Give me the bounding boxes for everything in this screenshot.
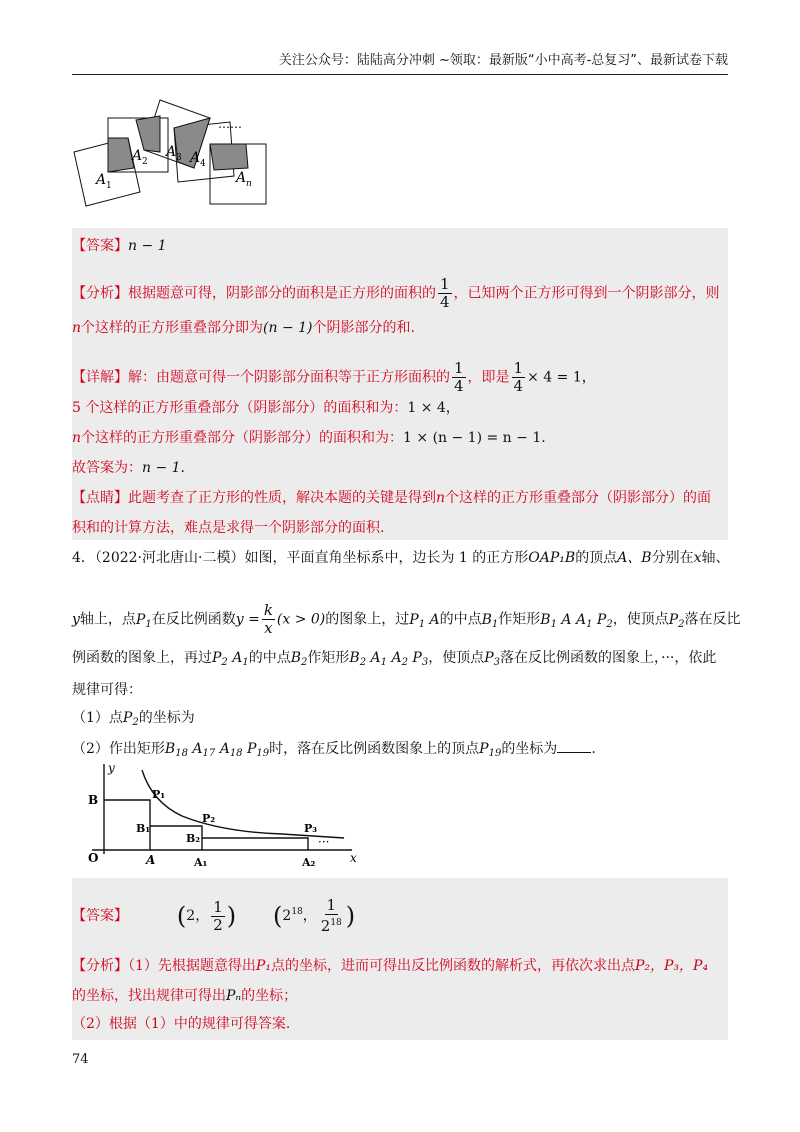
q4-analysis-line3: （2）根据（1）中的规律可得答案. (72, 1016, 291, 1032)
label-x: x (350, 851, 357, 865)
label-p2: P₂ (202, 812, 216, 825)
comment-tag: 【点睛】 (72, 490, 128, 506)
q4-analysis-line2: 的坐标，找出规律可得出Pₙ的坐标； (72, 988, 298, 1004)
label-o: O (88, 851, 99, 865)
rectangle-b2 (202, 838, 308, 850)
q4-line2: y轴上，点$P_1$在反比例函数y = $\frac{k}{x}$ (x > 0)的图象上，过$P_1$ A的中点$B_1$作矩形$B_1$ A $A_1$ $P_2$，使顶点$P_2$落在反比 (72, 601, 741, 637)
shaded-region-1 (108, 138, 134, 172)
q4-sub1: （1）点$P_2$的坐标为 (72, 710, 195, 728)
label-an-sub: n (246, 179, 252, 189)
q4-sub2: （2）作出矩形$B_{18}$ $A_{17}$ $A_{18}$ $P_{19}$时，落在反比例函数图象上的顶点$P_{19}$的坐标为 . (72, 738, 596, 764)
label-a4: A (190, 150, 201, 166)
label-a2: A₂ (302, 856, 316, 869)
q3-analysis-line2: n个这样的正方形重叠部分即为(n − 1)个阴影部分的和. (72, 320, 415, 336)
continuation-dots: …… (218, 117, 242, 131)
label-a1: A (96, 172, 107, 188)
q3-comment-line1: 【点睛】此题考查了正方形的性质，解决本题的关键是得到n个这样的正方形重叠部分（阴影部分）的面 (72, 490, 712, 506)
label-a1-sub: 1 (106, 181, 112, 191)
label-a3: A (166, 144, 177, 160)
page-header: 关注公众号：陆陆高分冲刺 ~领取：最新版“小中高考-总复习”、最新试卷下载 (72, 48, 728, 75)
label-b2: B₂ (186, 832, 201, 845)
label-a3-sub: 3 (176, 153, 182, 163)
label-a: A (146, 853, 156, 867)
answer-value: n − 1 (128, 238, 167, 254)
label-an: A (236, 170, 247, 186)
q4-line4: 规律可得： (72, 682, 142, 698)
label-b1: B₁ (136, 822, 151, 835)
q4-line3: 例函数的图象上，再过$P_2$ $A_1$的中点$B_2$作矩形$B_2$ $A_1$ $A_2$ $P_3$，使顶点$P_3$落在反比例函数的图象上，···，依此 (72, 650, 717, 668)
answer-tag: 【答案】 (72, 238, 128, 254)
continuation-dots: ··· (318, 835, 330, 849)
label-p1: P₁ (152, 788, 166, 801)
answer-tag: 【答案】 (72, 908, 128, 924)
hyperbola-figure (82, 762, 364, 870)
label-a2-sub: 2 (142, 157, 148, 167)
fraction-one-quarter: $\frac{1}{4}$ (513, 359, 524, 395)
q3-answer-line (72, 236, 167, 256)
shaded-region-4 (210, 144, 248, 170)
q3-analysis-line1: 【分析】根据题意可得，阴影部分的面积是正方形的面积的 $\frac{1}{4}$ ，已知两个正方形可得到一个阴影部分，则 (72, 275, 720, 311)
shaded-region-2 (136, 116, 160, 152)
q3-detail-line4: 故答案为：n − 1. (72, 460, 186, 476)
q4-analysis-line1: 【分析】（1）先根据题意得出P₁点的坐标，进而可得出反比例函数的解析式，再依次求出点P₂，P₃，P₄ (72, 958, 709, 974)
page-number: 74 (72, 1052, 89, 1067)
label-a4-sub: 4 (200, 159, 206, 169)
q3-comment-line2: 积和的计算方法，难点是求得一个阴影部分的面积. (72, 520, 385, 536)
fraction-one-quarter: $\frac{1}{4}$ (454, 359, 464, 395)
q3-detail-line1: 【详解】解：由题意可得一个阴影部分面积等于正方形面积的 $\frac{1}{4}$ ，即是 $\frac{1}{4}$ × 4 = 1， (72, 359, 596, 395)
overlapping-squares-figure (70, 92, 280, 212)
q4-answer-line: 【答案】 (2， $\frac{1}{2}$ ) ($2^{18}$， $\frac{1}{2^{18}}$ ) (72, 896, 356, 935)
analysis-tag: 【分析】 (72, 285, 128, 302)
answer-blank (557, 738, 591, 753)
label-a2: A (132, 148, 143, 164)
q3-detail-line2: 5 个这样的正方形重叠部分（阴影部分）的面积和为：1 × 4， (72, 400, 460, 416)
fraction-k-over-x: $\frac{k}{x}$ (263, 601, 273, 637)
analysis-tag: 【分析】 (72, 958, 128, 974)
label-b: B (88, 793, 99, 807)
q4-line1: 4．（2022·河北唐山·二模）如图，平面直角坐标系中，边长为 1 的正方形OAP₁B的顶点A、B分别在x轴、 (72, 550, 730, 566)
detail-tag: 【详解】 (72, 369, 128, 386)
label-a1: A₁ (194, 856, 208, 869)
label-p3: P₃ (304, 822, 318, 835)
label-y: y (108, 762, 115, 775)
fraction-one-quarter: $\frac{1}{4}$ (440, 275, 450, 311)
q3-detail-line3: n个这样的正方形重叠部分（阴影部分）的面积和为：1 × (n − 1) = n − 1. (72, 430, 546, 446)
fraction-one-half: $\frac{1}{2}$ (213, 897, 223, 934)
fraction-one-over-2-18: $\frac{1}{2^{18}}$ (320, 896, 342, 935)
